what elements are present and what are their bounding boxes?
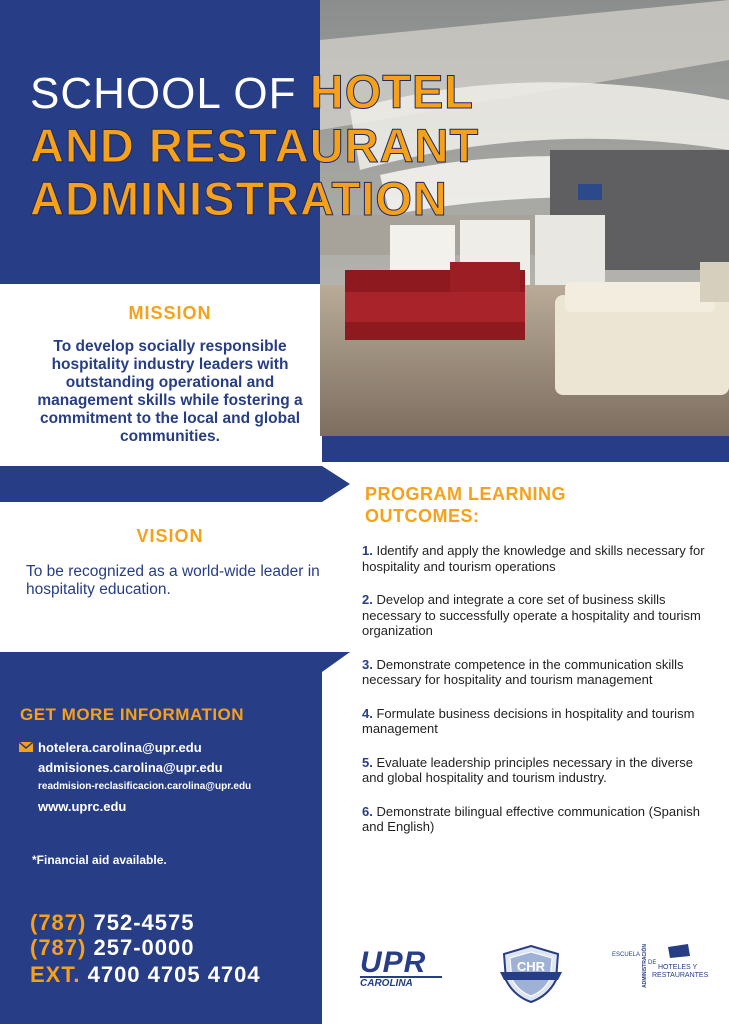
outcome-text: Demonstrate bilingual effective communication (Spanish and English) (362, 803, 700, 834)
outcome-text: Identify and apply the knowledge and skills necessary for hospitality and tourism operations (362, 543, 705, 574)
title-line3: ADMINISTRATION (30, 172, 448, 225)
email-link-admisiones[interactable]: admisiones.carolina@upr.edu (38, 760, 223, 775)
title-line1-white: SCHOOL OF (30, 69, 310, 118)
escuela-logo (612, 944, 708, 990)
outcome-text: Demonstrate competence in the communication skills necessary for hospitality and tourism management (362, 656, 684, 687)
outcome-item (362, 543, 717, 574)
email-link-readmision[interactable]: readmision-reclasificacion.carolina@upr.edu (38, 781, 252, 792)
outcome-number: 2. (362, 592, 373, 607)
chr-logo-text: CHR (516, 959, 546, 974)
escuela-logo-hoteles: HOTELES Y (658, 964, 698, 971)
panel-notch-decoration (322, 652, 350, 672)
vision-heading: VISION (136, 526, 204, 546)
mission-text: To develop socially responsible hospitality industry leaders with outstanding operational and management skills while fostering a commitment to the local and global communities. (37, 338, 303, 445)
outcome-text: Evaluate leadership principles necessary in the diverse and global hospitality and tourism industry. (362, 754, 693, 785)
outcome-number: 6. (362, 803, 373, 819)
program-outcomes-heading-line1: PROGRAM LEARNING (365, 484, 566, 504)
financial-aid-note: *Financial aid available. (32, 853, 167, 867)
phone-digits: 752-4575 (93, 910, 195, 935)
title-line1-orange: HOTEL (309, 65, 475, 118)
upr-logo-main: UPR (360, 946, 427, 979)
chr-shield-logo (498, 944, 564, 1004)
phone-number-1[interactable] (30, 910, 194, 936)
mission-heading: MISSION (128, 303, 212, 323)
envelope-icon (19, 742, 33, 752)
outcome-text: Develop and integrate a core set of business skills necessary to successfully operate a hospitality and tourism organization (362, 592, 701, 638)
outcome-item (362, 657, 717, 688)
phone-area-code: (787) (30, 935, 87, 960)
page-title (30, 65, 680, 225)
outcome-item (362, 592, 717, 639)
upr-logo-sub: CAROLINA (360, 976, 442, 989)
phone-area-code: (787) (30, 910, 87, 935)
outcome-number: 5. (362, 754, 373, 770)
divider-blue-strip (0, 466, 322, 502)
escuela-flag-icon (668, 944, 690, 958)
program-outcomes-heading (365, 483, 685, 527)
title-line2: AND RESTAURANT (30, 119, 480, 172)
phone-digits: 257-0000 (93, 935, 195, 960)
outcome-text: Formulate business decisions in hospitality and tourism management (362, 705, 695, 736)
outcome-number: 4. (362, 705, 373, 721)
phone-extensions (30, 962, 261, 988)
outcome-number: 3. (362, 656, 373, 672)
program-outcomes-list (362, 543, 717, 853)
escuela-logo-top: ESCUELA (612, 952, 641, 958)
photo-bottom-band (322, 436, 729, 462)
escuela-logo-restaurantes: RESTAURANTES (652, 972, 709, 979)
program-outcomes-heading-line2: OUTCOMES: (365, 506, 480, 526)
outcome-item (362, 706, 717, 737)
more-info-heading: GET MORE INFORMATION (20, 705, 245, 724)
upr-carolina-logo (360, 946, 450, 989)
escuela-logo-de: DE (648, 960, 657, 966)
extension-label: EXT. (30, 962, 81, 987)
outcome-item (362, 804, 717, 835)
email-link-hotelera[interactable]: hotelera.carolina@upr.edu (38, 740, 202, 755)
phone-number-2[interactable] (30, 935, 194, 961)
escuela-logo-vertical: ADMINISTRACIÓN (642, 944, 648, 988)
strip-arrow-decoration (322, 466, 350, 502)
vision-text: To be recognized as a world-wide leader in hospitality education. (26, 563, 320, 598)
outcome-item (362, 755, 717, 786)
website-link[interactable]: www.uprc.edu (38, 799, 127, 814)
outcome-number: 1. (362, 543, 373, 558)
extension-numbers: 4700 4705 4704 (87, 962, 261, 987)
